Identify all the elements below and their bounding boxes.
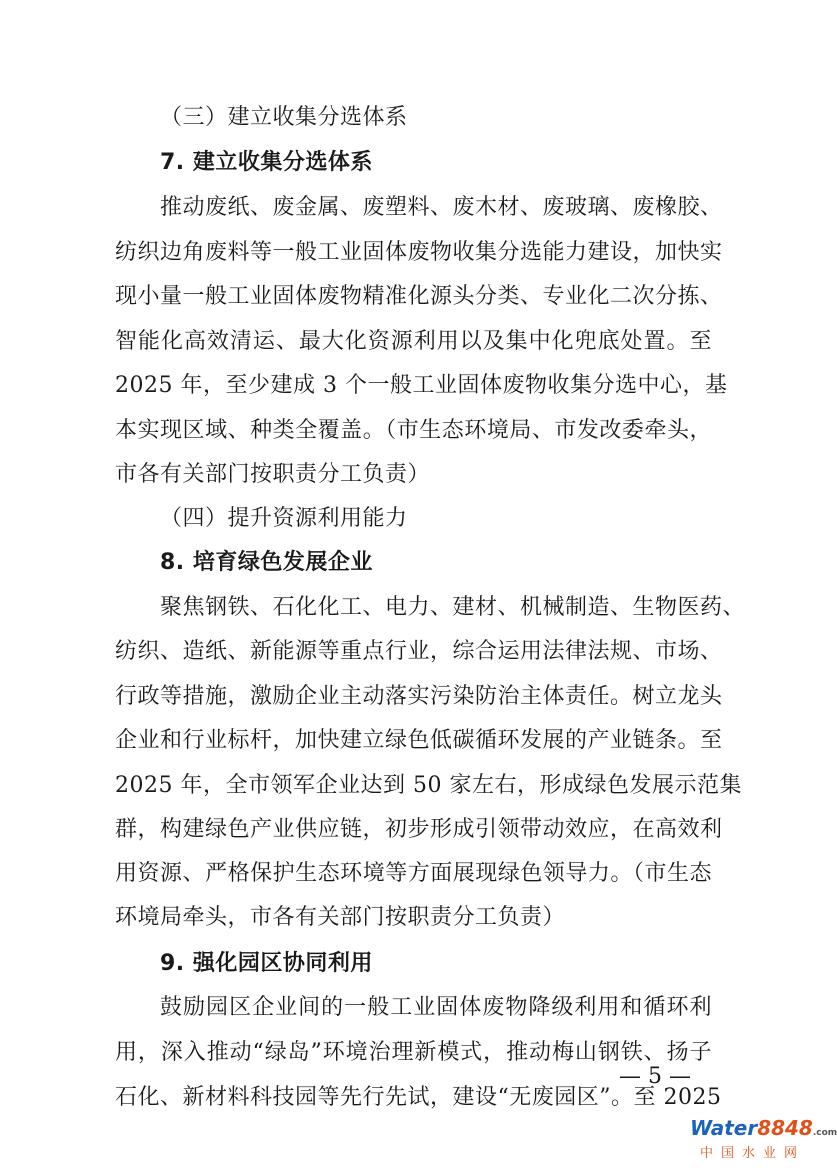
section-heading-3: （三）建立收集分选体系 (160, 105, 408, 130)
item-7-line: 2025 年，至少建成 3 个一般工业固体废物收集分选中心，基 (115, 373, 728, 398)
page-number: — 5 — (619, 1064, 691, 1089)
item-9-line: 用，深入推动“绿岛”环境治理新模式，推动梅山钢铁、扬子 (115, 1040, 712, 1065)
watermark-cn-text: 中国水业网 (700, 1146, 806, 1161)
watermark-logo (690, 1116, 837, 1164)
item-7-line: 现小量一般工业固体废物精准化源头分类、专业化二次分拣、 (115, 284, 723, 309)
item-9-line: 石化、新材料科技园等先行先试，建设“无废园区”。至 2025 (115, 1085, 722, 1110)
item-8-line: 纺织、造纸、新能源等重点行业，综合运用法律法规、市场、 (115, 639, 723, 664)
item-7-line: 推动废纸、废金属、废塑料、废木材、废玻璃、废橡胶、 (160, 195, 723, 220)
item-7-line: 市各有关部门按职责分工负责） (115, 462, 431, 487)
item-8-line: 行政等措施，激励企业主动落实污染防治主体责任。树立龙头 (115, 684, 723, 709)
item-7-line: 纺织边角废料等一般工业固体废物收集分选能力建设，加快实 (115, 240, 723, 265)
item-8-line: 群，构建绿色产业供应链，初步形成引领带动效应，在高效利 (115, 817, 723, 842)
watermark-brand: Water8848.com (690, 1116, 837, 1140)
item-9-heading: 9. 强化园区协同利用 (160, 951, 373, 976)
item-8-line: 2025 年，全市领军企业达到 50 家左右，形成绿色发展示范集 (115, 773, 742, 798)
item-9-line: 鼓励园区企业间的一般工业固体废物降级利用和循环利 (160, 995, 712, 1020)
item-7-heading: 7. 建立收集分选体系 (160, 150, 373, 175)
item-8-line: 聚焦钢铁、石化化工、电力、建材、机械制造、生物医药、 (160, 595, 746, 620)
section-heading-4: （四）提升资源利用能力 (160, 506, 408, 531)
item-7-line: 本实现区域、种类全覆盖。（市生态环境局、市发改委牵头， (115, 418, 712, 443)
item-8-line: 企业和行业标杆，加快建立绿色低碳循环发展的产业链条。至 (115, 728, 723, 753)
item-8-heading: 8. 培育绿色发展企业 (160, 550, 373, 575)
item-8-line: 环境局牵头，市各有关部门按职责分工负责） (115, 905, 566, 930)
item-7-line: 智能化高效清运、最大化资源利用以及集中化兜底处置。至 (115, 329, 712, 354)
item-8-line: 用资源、严格保护生态环境等方面展现绿色领导力。（市生态 (115, 861, 712, 886)
